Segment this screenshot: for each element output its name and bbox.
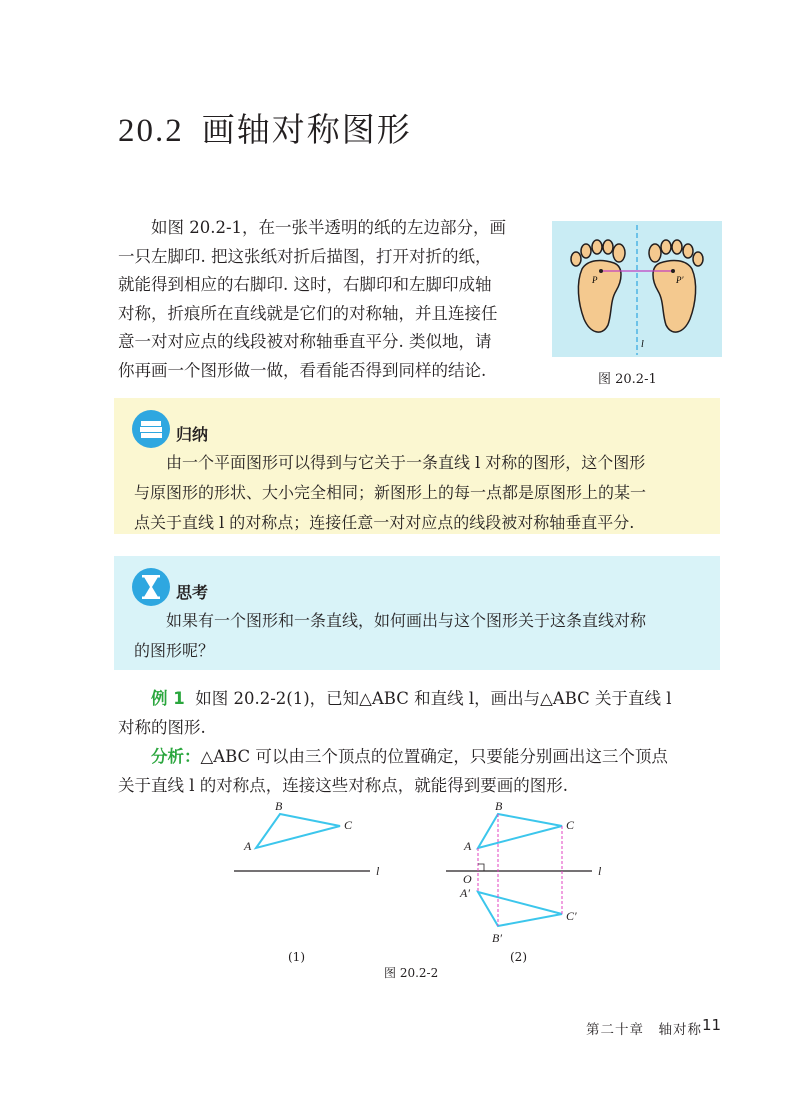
think-heading: 思考 [176, 583, 209, 602]
section-heading: 画轴对称图形 [201, 110, 412, 149]
point-p [599, 269, 603, 273]
think-text [134, 606, 706, 666]
analysis-line1: △ABC 可以由三个顶点的位置确定，只要能分别画出这三个顶点 [200, 747, 668, 766]
label-p: P [592, 275, 598, 285]
page-number: 11 [702, 1016, 722, 1034]
label-a-prime: A′ [460, 886, 470, 900]
hourglass-icon [132, 568, 170, 606]
think-line: 的图形呢？ [134, 641, 215, 660]
intro-line: 对称，折痕所在直线就是它们的对称轴，并且连接任 [118, 303, 498, 323]
intro-line: 如图 20.2-1，在一张半透明的纸的左边部分，画 [151, 218, 507, 237]
books-icon [132, 410, 170, 448]
label-b-2: B [495, 799, 503, 813]
intro-line: 意一对对应点的线段被对称轴垂直平分. 类似地，请 [118, 332, 492, 351]
label-c-1: C [344, 818, 353, 832]
left-footprint [571, 240, 625, 332]
label-a-2: A [464, 839, 472, 853]
figure1-caption: 图 20.2-1 [598, 372, 657, 387]
summary-text [134, 448, 706, 538]
triangle-abc-1 [256, 814, 340, 848]
example-line1: 如图 20.2-2(1)，已知△ABC 和直线 l，画出与△ABC 关于直线 l [195, 689, 672, 708]
analysis [118, 742, 720, 771]
label-p-prime: P′ [676, 275, 684, 285]
figure2-sub1-caption: (1) [288, 950, 305, 964]
label-c-2: C [566, 818, 575, 832]
right-footprint [649, 240, 703, 332]
example-statement [118, 684, 720, 713]
intro-line: 一只左脚印. 把这张纸对折后描图，打开对折的纸， [118, 246, 492, 266]
intro-line: 就能得到相应的右脚印. 这时，右脚印和左脚印成轴 [118, 275, 492, 294]
triangle-abc-2 [478, 814, 562, 848]
triangle-diagram [220, 796, 620, 972]
triangle-abc-prime [478, 892, 562, 926]
point-p-prime [671, 269, 675, 273]
summary-box [114, 398, 720, 534]
label-l-2: l [598, 864, 602, 878]
label-l-1: l [376, 864, 380, 878]
example-1 [118, 684, 720, 800]
think-line: 如果有一个图形和一条直线，如何画出与这个图形关于这条直线对称 [166, 611, 647, 630]
label-axis-l: l [641, 339, 644, 350]
footer-chapter: 第二十章 轴对称 [586, 1022, 702, 1038]
label-a-1: A [244, 839, 252, 853]
section-title [118, 104, 412, 151]
analysis-label: 分析： [151, 747, 201, 766]
footprint-illustration [552, 221, 722, 357]
section-number: 20.2 [118, 113, 184, 149]
example-line2: 对称的图形. [118, 718, 206, 737]
figure2-sub2-caption: (2) [510, 950, 527, 964]
footprint-figure [552, 221, 722, 357]
label-c-prime: C′ [566, 909, 577, 923]
intro-line: 你再画一个图形做一做，看看能否得到同样的结论. [118, 360, 487, 380]
think-box [114, 556, 720, 670]
label-o: O [463, 872, 472, 886]
analysis-line2: 关于直线 l 的对称点，连接这些对称点，就能得到要画的图形. [118, 776, 569, 795]
summary-line: 点关于直线 l 的对称点；连接任意一对对应点的线段被对称轴垂直平分. [134, 513, 635, 532]
summary-line: 由一个平面图形可以得到与它关于一条直线 l 对称的图形，这个图形 [166, 453, 646, 472]
label-b-prime: B′ [492, 931, 502, 945]
summary-line: 与原图形的形状、大小完全相同；新图形上的每一点都是原图形上的某一 [134, 483, 647, 502]
triangle-figure [220, 796, 620, 972]
figure2-caption: 图 20.2-2 [384, 966, 439, 980]
right-angle-mark [478, 864, 484, 871]
example-label: 例 1 [151, 689, 185, 708]
summary-heading: 归纳 [176, 425, 209, 444]
label-b-1: B [275, 799, 283, 813]
intro-paragraph [118, 214, 546, 385]
